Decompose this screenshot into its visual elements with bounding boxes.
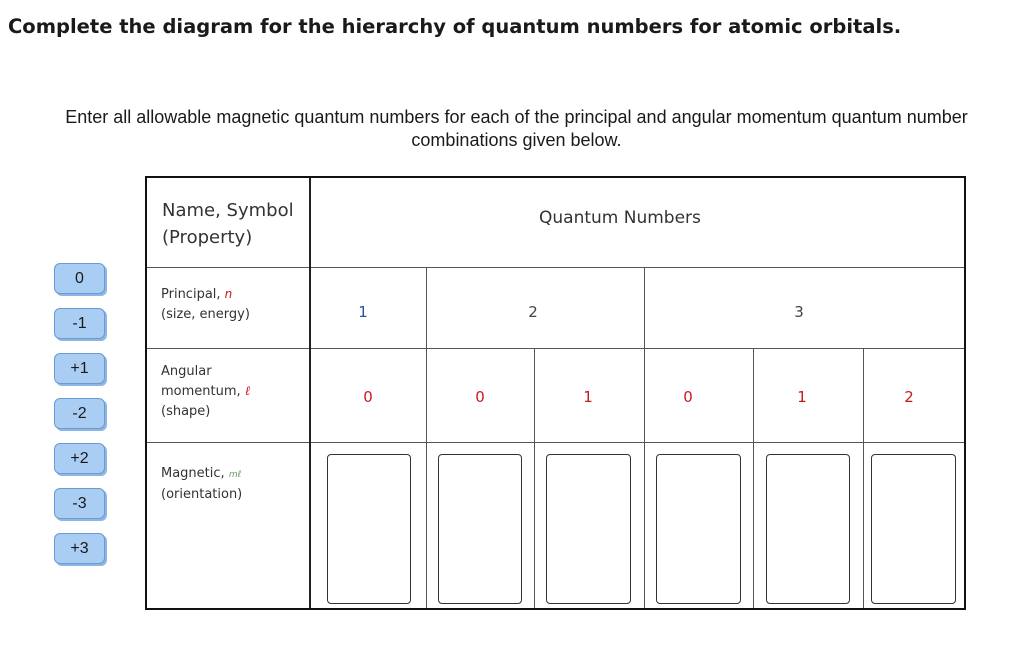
principal-value-1: 1 <box>358 303 368 321</box>
angular-symbol: ℓ <box>244 384 251 399</box>
angular-value: 2 <box>904 388 914 406</box>
magnetic-drop-zone-n2-l0[interactable] <box>438 454 522 604</box>
quantum-number-diagram <box>145 176 966 610</box>
column-divider <box>863 348 864 608</box>
angular-name-line2: momentum, <box>161 384 241 399</box>
magnetic-label <box>161 464 242 505</box>
answer-chip-0[interactable]: 0 <box>54 263 105 294</box>
column-divider <box>309 178 311 608</box>
name-symbol-label: Name, Symbol <box>162 200 294 221</box>
angular-value: 0 <box>363 388 373 406</box>
column-divider <box>644 267 645 608</box>
principal-value-2: 2 <box>528 303 538 321</box>
answer-chip-minus-3[interactable]: -3 <box>54 488 105 519</box>
answer-chip-minus-2[interactable]: -2 <box>54 398 105 429</box>
answer-chip-minus-1[interactable]: -1 <box>54 308 105 339</box>
magnetic-drop-zone-n3-l1[interactable] <box>766 454 850 604</box>
magnetic-drop-zone-n3-l2[interactable] <box>871 454 956 604</box>
answer-chip-plus-1[interactable]: +1 <box>54 353 105 384</box>
angular-value: 1 <box>797 388 807 406</box>
answer-chip-plus-3[interactable]: +3 <box>54 533 105 564</box>
answer-chip-plus-2[interactable]: +2 <box>54 443 105 474</box>
principal-property: (size, energy) <box>161 307 250 322</box>
page-title: Complete the diagram for the hierarchy of quantum numbers for atomic orbitals. <box>8 15 902 38</box>
magnetic-symbol: mℓ <box>228 470 242 480</box>
angular-value: 0 <box>475 388 485 406</box>
row-divider <box>147 348 964 349</box>
quantum-numbers-header: Quantum Numbers <box>539 208 701 228</box>
column-divider <box>753 348 754 608</box>
angular-name-line1: Angular <box>161 364 212 379</box>
principal-name: Principal, <box>161 287 221 302</box>
angular-property: (shape) <box>161 404 211 419</box>
magnetic-drop-zone-n1-l0[interactable] <box>327 454 411 604</box>
column-divider <box>534 348 535 608</box>
principal-value-3: 3 <box>794 303 804 321</box>
magnetic-drop-zone-n3-l0[interactable] <box>656 454 741 604</box>
instructions-text: Enter all allowable magnetic quantum numbers for each of the principal and angular momentum quantum number combinations given below. <box>65 107 968 150</box>
magnetic-drop-zone-n2-l1[interactable] <box>546 454 631 604</box>
angular-value: 0 <box>683 388 693 406</box>
column-divider <box>426 267 427 608</box>
row-divider <box>147 267 964 268</box>
name-symbol-header <box>162 197 294 251</box>
principal-label <box>161 284 250 325</box>
angular-label <box>161 362 250 422</box>
property-label: (Property) <box>162 227 253 248</box>
angular-value: 1 <box>583 388 593 406</box>
principal-symbol: n <box>224 287 233 301</box>
row-divider <box>147 442 964 443</box>
magnetic-name: Magnetic, <box>161 466 225 481</box>
magnetic-property: (orientation) <box>161 487 243 502</box>
